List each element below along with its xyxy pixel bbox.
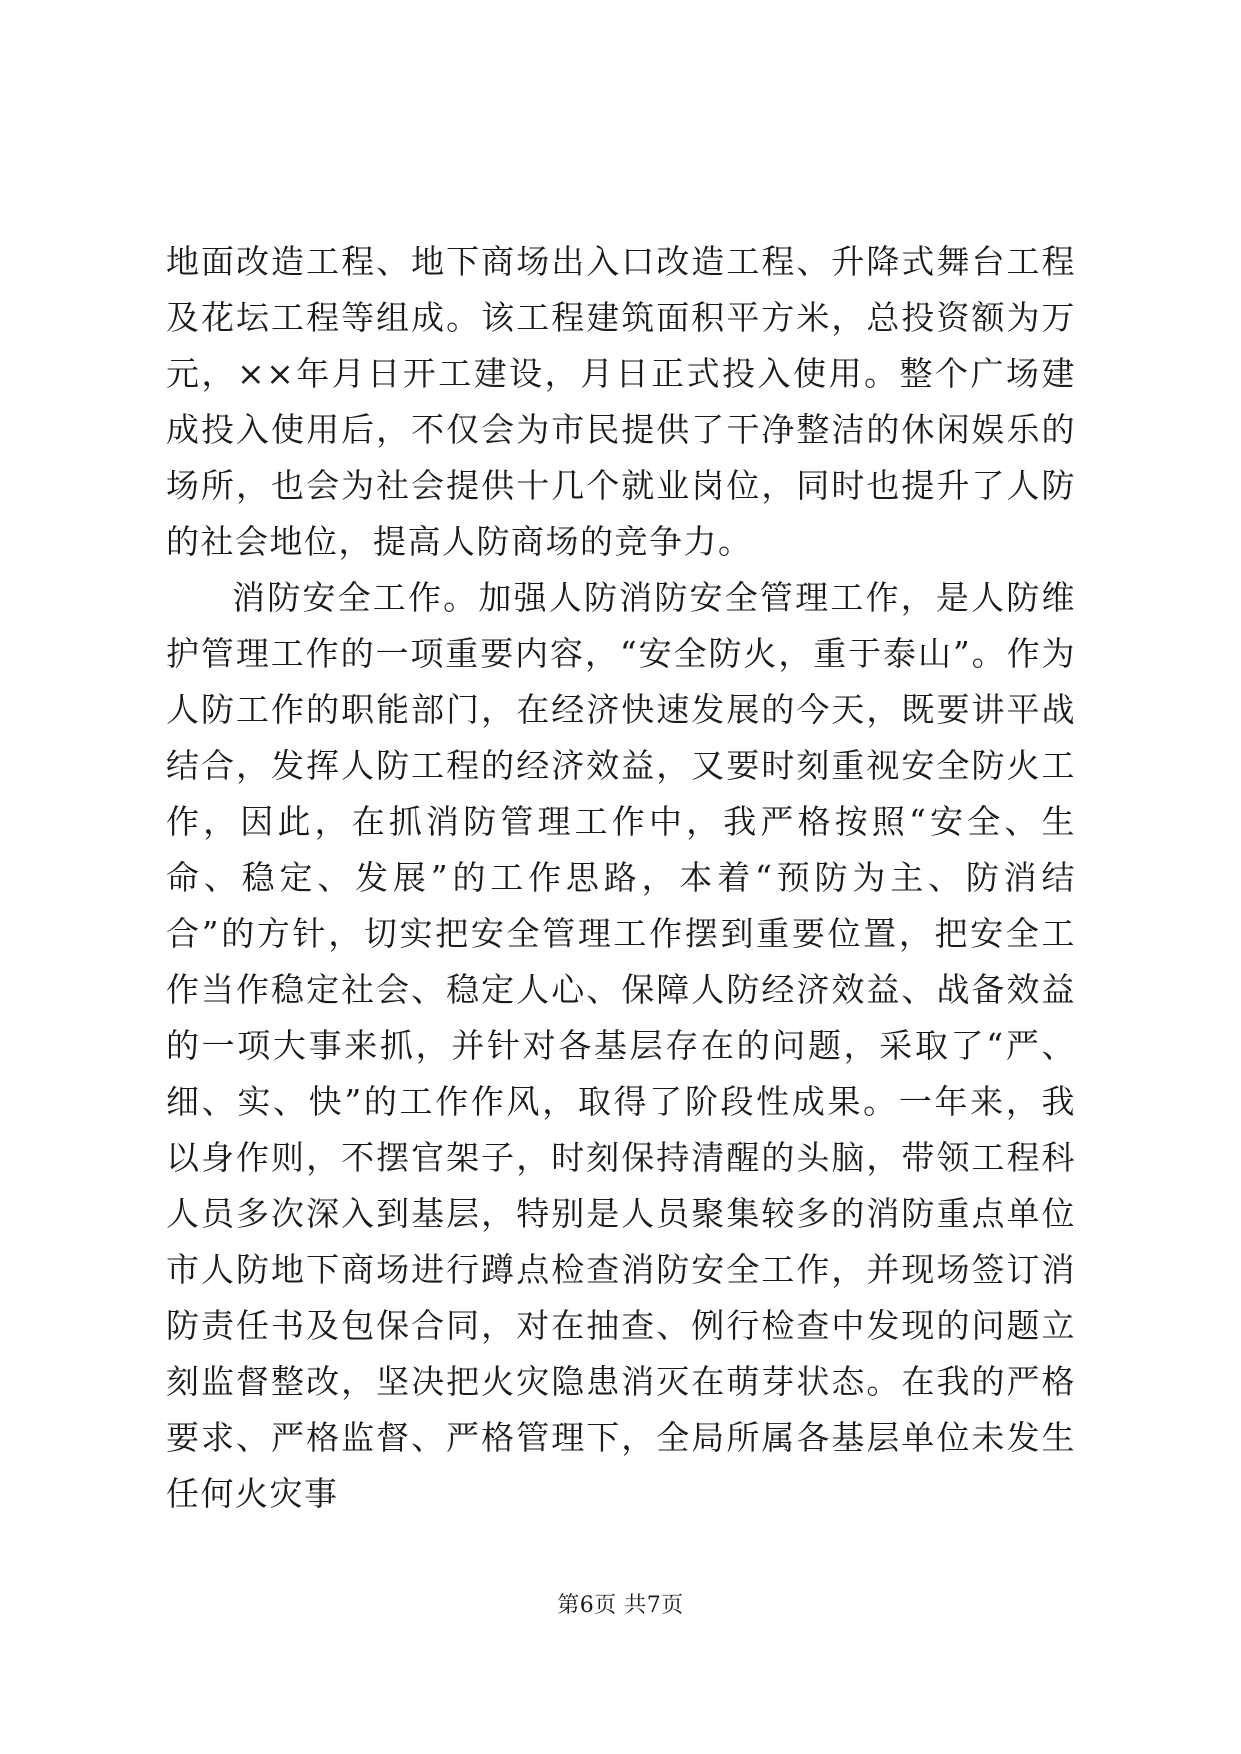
page-number-footer: 第6页 共7页 <box>557 1593 684 1618</box>
paragraph-continued: 地面改造工程、地下商场出入口改造工程、升降式舞台工程及花坛工程等组成。该工程建筑面积平方米，总投资额为万元，××年月日开工建设，月日正式投入使用。整个广场建成投入使用后，不仅会为市民提供了干净整洁的休闲娱乐的场所，也会为社会提供十几个就业岗位，同时也提升了人防的社会地位，提高人防商场的竞争力。 <box>166 242 1076 561</box>
document-body <box>166 234 1076 1522</box>
paragraph-fire-safety: 消防安全工作。加强人防消防安全管理工作，是人防维护管理工作的一项重要内容，“安全防火，重于泰山”。作为人防工作的职能部门，在经济快速发展的今天，既要讲平战结合，发挥人防工程的经济效益，又要时刻重视安全防火工作，因此，在抓消防管理工作中，我严格按照“安全、生命、稳定、发展”的工作思路，本着“预防为主、防消结合”的方针，切实把安全管理工作摆到重要位置，把安全工作当作稳定社会、稳定人心、保障人防经济效益、战备效益的一项大事来抓，并针对各基层存在的问题，采取了“严、细、实、快”的工作作风，取得了阶段性成果。一年来，我以身作则，不摆官架子，时刻保持清醒的头脑，带领工程科人员多次深入到基层，特别是人员聚集较多的消防重点单位市人防地下商场进行蹲点检查消防安全工作，并现场签订消防责任书及包保合同，对在抽查、例行检查中发现的问题立刻监督整改，坚决把火灾隐患消灭在萌芽状态。在我的严格要求、严格监督、严格管理下，全局所属各基层单位未发生任何火灾事 <box>166 578 1076 1513</box>
